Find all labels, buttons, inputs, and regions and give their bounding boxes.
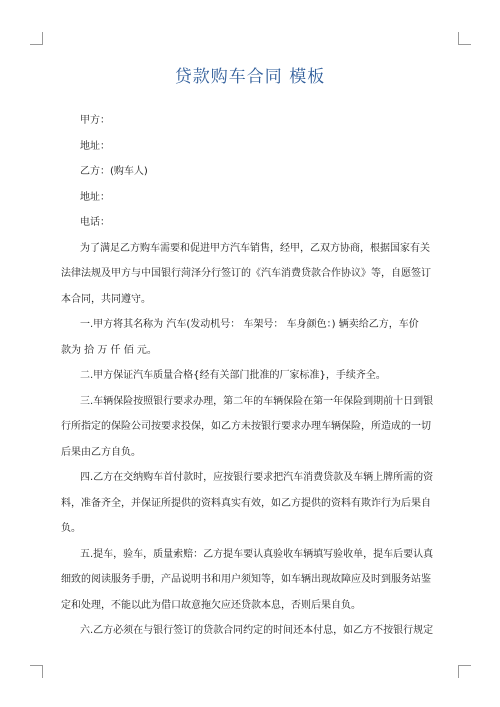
paragraph-line: 款为 拾 万 仟 佰 元。: [61, 344, 157, 356]
paragraph-line: 六.乙方必须在与银行签订的贷款合同约定的时间还本付息，如乙方不按银行规定: [80, 625, 434, 636]
document-title: 贷款购车合同 模板: [174, 67, 326, 87]
party-b-address-field: 地址：: [80, 191, 110, 203]
crop-mark-top-right: [458, 32, 471, 45]
paragraph-line: 定和处理，不能以此为借口故意拖欠应还贷款本息，否则后果自负。: [61, 599, 361, 611]
clause-4-paragraph: [61, 465, 455, 542]
party-b-phone-field: 电话：: [80, 217, 110, 228]
paragraph-line: 细致的阅读服务手册，产品说明书和用户须知等，如车辆出现故障应及时到服务站鉴: [61, 574, 431, 585]
clause-5-paragraph: [61, 542, 455, 619]
clause-3-paragraph: [61, 389, 455, 466]
party-b-field: 乙方：(购车人): [80, 166, 148, 177]
paragraph-line: 四.乙方在交纳购车首付款时，应按银行要求把汽车消费贷款及车辆上牌所需的资: [80, 472, 434, 483]
paragraph-line: 料，准备齐全，并保证所提供的资料真实有效，如乙方提供的资料有欺诈行为后果自: [61, 497, 431, 509]
document-body: [61, 108, 455, 644]
paragraph-line: 负。: [61, 523, 81, 534]
paragraph-line: 后果由乙方自负。: [61, 446, 141, 458]
party-a-field: 甲方：: [80, 115, 110, 126]
paragraph-line: 二.甲方保证汽车质量合格{经有关部门批准的厂家标准}，手续齐全。: [80, 370, 386, 381]
paragraph-line: 三.车辆保险按照银行要求办理，第二年的车辆保险在第一年保险到期前十日到银: [80, 395, 434, 407]
clause-1-paragraph: [61, 312, 455, 363]
clause-2-paragraph: [61, 363, 455, 389]
crop-mark-bottom-right: [458, 665, 471, 678]
crop-mark-top-left: [30, 32, 43, 45]
paragraph-line: 法律法规及甲方与中国银行菏泽分行签订的《汽车消费贷款合作协议》等，自愿签订: [61, 268, 431, 279]
party-a-address-field: 地址：: [80, 140, 110, 152]
clause-6-paragraph: [61, 618, 455, 644]
paragraph-line: 行所指定的保险公司按要求投保，如乙方未按银行要求办理车辆保险，所造成的一切: [61, 421, 431, 432]
crop-mark-bottom-left: [30, 665, 43, 678]
paragraph-line: 五.提车，验车，质量索赔：乙方提车要认真验收车辆填写验收单，提车后要认真: [80, 548, 434, 560]
paragraph-line: 一.甲方将其名称为 汽车(发动机号： 车架号： 车身颜色：) 辆卖给乙方，车价: [80, 319, 419, 330]
paragraph-line: 本合同，共同遵守。: [61, 293, 151, 305]
paragraph-line: 为了满足乙方购车需要和促进甲方汽车销售，经甲，乙双方协商，根据国家有关: [80, 242, 430, 254]
intro-paragraph: [61, 236, 455, 313]
